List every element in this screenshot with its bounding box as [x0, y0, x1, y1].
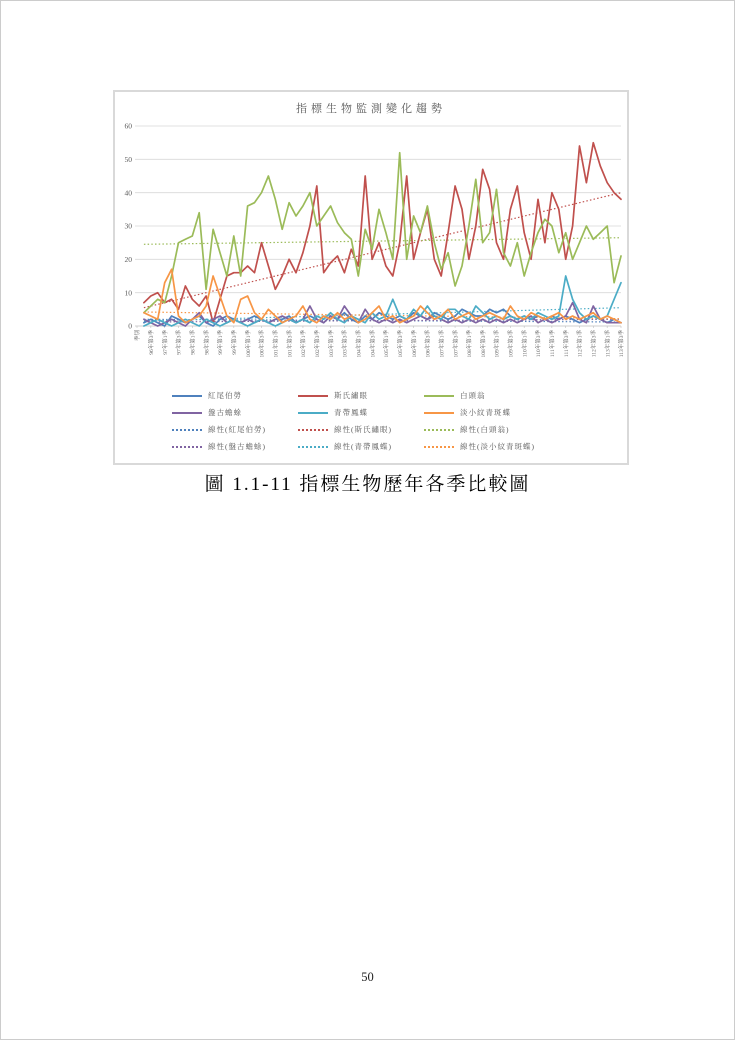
legend-label: 線性(紅尾伯勞) [208, 425, 266, 434]
x-tick-label: 101年第3季 [287, 330, 294, 358]
legend-item [298, 389, 424, 402]
x-tick-label: 108年第3季 [480, 330, 487, 358]
x-tick-label: 110年第1季 [522, 330, 529, 358]
x-tick-label: 113年第1季 [605, 330, 612, 358]
y-tick-label: 10 [124, 288, 132, 298]
legend-label: 淡小紋青斑蝶 [460, 408, 511, 417]
chart-title: 指標生物監測變化趨勢 [296, 103, 446, 115]
x-tick-label: 112年第1季 [577, 330, 584, 358]
x-tick-label: 100年第1季 [245, 330, 252, 358]
legend-label: 線性(白頭翁) [460, 425, 510, 434]
legend-label: 紅尾伯勞 [208, 391, 242, 400]
x-tick-label: 99年第1季 [218, 330, 225, 355]
legend-item [298, 406, 424, 419]
x-tick-label: 111年第1季 [550, 330, 557, 358]
x-tick-label: 102年第1季 [301, 330, 308, 358]
x-tick-label: 102年第3季 [314, 330, 321, 358]
legend-item [298, 423, 424, 436]
x-tick-label: 98年第3季 [204, 330, 211, 355]
legend-label: 線性(盤古蟾蜍) [208, 442, 266, 451]
x-tick-label: 101年第1季 [273, 330, 280, 358]
x-tick-label: 107年第3季 [453, 330, 460, 358]
legend-line-swatch [298, 395, 328, 397]
y-tick-label: 0 [128, 321, 132, 331]
y-tick-label: 30 [124, 221, 132, 231]
x-tick-label: 111年第3季 [563, 330, 570, 358]
figure-caption: 圖 1.1-11 指標生物歷年各季比較圖 [204, 474, 531, 495]
legend-label: 線性(青帶鳳蝶) [334, 442, 392, 451]
legend-line-swatch [424, 395, 454, 397]
legend-item [424, 423, 582, 436]
y-tick-label: 40 [124, 188, 132, 198]
legend-line-swatch [424, 412, 454, 414]
series-line [144, 143, 621, 323]
legend-dotted-swatch [172, 446, 202, 448]
x-tick-label: 96年第3季 [149, 330, 156, 355]
legend-line-swatch [172, 395, 202, 397]
legend-item [172, 389, 298, 402]
x-tick-label: 104年第3季 [370, 330, 377, 358]
x-tick-label: 100年第3季 [259, 330, 266, 358]
x-tick-label: 106年第1季 [411, 330, 418, 358]
legend-item [172, 440, 298, 453]
legend-item [298, 440, 424, 453]
y-tick-label: 20 [124, 254, 132, 264]
x-tick-label: 103年第3季 [342, 330, 349, 358]
chart-plot-area [115, 92, 627, 386]
x-tick-label: 98年第1季 [190, 330, 197, 355]
legend-label: 斯氏繡眼 [334, 391, 368, 400]
x-tick-label: 97年第1季 [162, 330, 169, 355]
chart-container [113, 90, 629, 465]
x-tick-label: 113年第3季 [619, 330, 626, 358]
x-tick-label: 108年第1季 [467, 330, 474, 358]
legend-label: 線性(淡小紋青斑蝶) [460, 442, 535, 451]
legend-dotted-swatch [298, 429, 328, 431]
x-tick-label: 109年第3季 [508, 330, 515, 358]
legend-label: 白頭翁 [460, 391, 486, 400]
x-tick-label: 99年第3季 [232, 330, 238, 355]
y-tick-label: 60 [124, 121, 132, 131]
x-tick-label: 106年第3季 [425, 330, 432, 358]
legend-item [172, 406, 298, 419]
legend-item [424, 440, 582, 453]
x-tick-label: 97年第3季 [176, 330, 183, 355]
page-number: 50 [361, 970, 374, 984]
legend-label: 盤古蟾蜍 [208, 408, 242, 417]
chart-legend [115, 389, 627, 453]
legend-item [424, 406, 582, 419]
x-tick-label: 104年第1季 [356, 330, 363, 358]
legend-label: 青帶鳳蝶 [334, 408, 368, 417]
legend-item [424, 389, 582, 402]
x-tick-label: 109年第1季 [494, 330, 501, 358]
legend-dotted-swatch [172, 429, 202, 431]
legend-dotted-swatch [424, 429, 454, 431]
legend-dotted-swatch [298, 446, 328, 448]
x-tick-label: 107年第1季 [439, 330, 446, 358]
x-tick-label: 105年第1季 [384, 330, 391, 358]
series-line [144, 153, 621, 313]
legend-item [172, 423, 298, 436]
legend-dotted-swatch [424, 446, 454, 448]
x-tick-label: 110年第3季 [536, 330, 543, 358]
y-tick-label: 50 [124, 154, 132, 164]
legend-label: 線性(斯氏繡眼) [334, 425, 392, 434]
x-tick-label: 112年第3季 [591, 330, 598, 358]
x-tick-label: 季別 [135, 330, 142, 342]
legend-grid [172, 389, 582, 453]
x-tick-label: 103年第1季 [328, 330, 335, 358]
legend-line-swatch [298, 412, 328, 414]
legend-line-swatch [172, 412, 202, 414]
x-tick-label: 105年第3季 [397, 330, 404, 358]
